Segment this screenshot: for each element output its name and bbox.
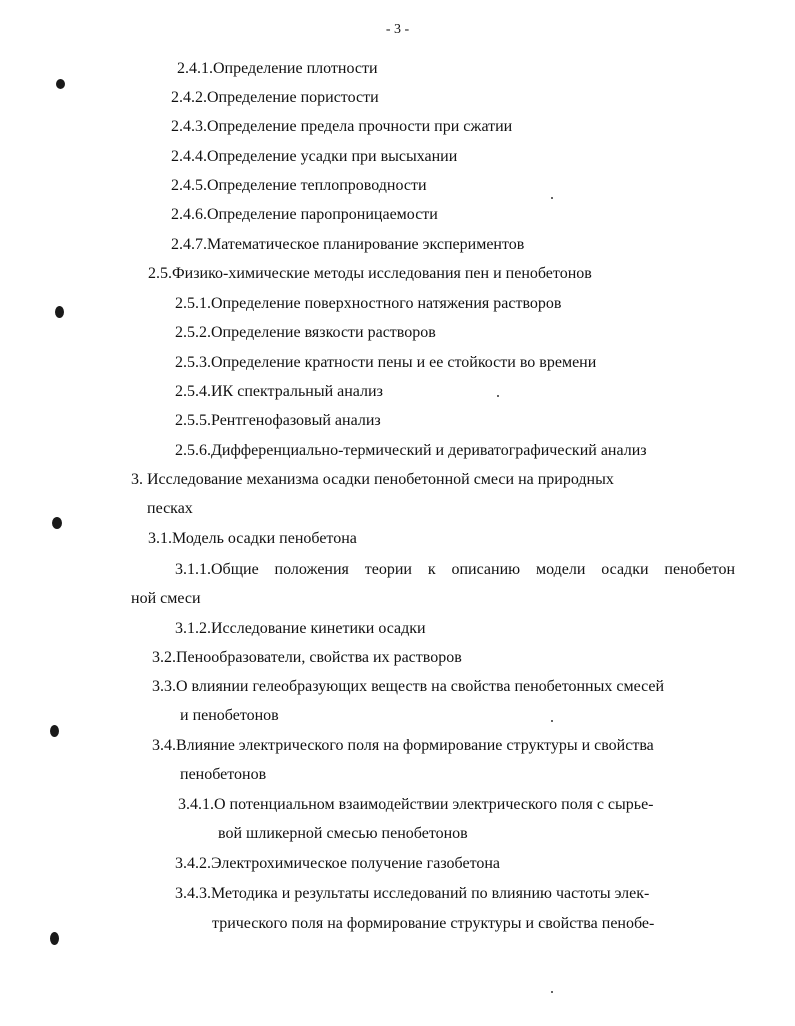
toc-entry-3-4-2: 3.4.2.Электрохимическое получение газобетона bbox=[175, 855, 501, 872]
page-number: - 3 - bbox=[385, 22, 410, 37]
toc-entry-2-5: 2.5.Физико-химические методы исследования пен и пенобетонов bbox=[148, 265, 592, 282]
toc-entry-3-1: 3.1.Модель осадки пенобетона bbox=[148, 530, 357, 547]
binder-hole-mark bbox=[56, 79, 65, 89]
toc-entry-2-4-1: 2.4.1.Определение плотности bbox=[177, 60, 378, 77]
toc-entry-2-5-2: 2.5.2.Определение вязкости растворов bbox=[175, 324, 436, 341]
binder-hole-mark bbox=[52, 517, 62, 529]
toc-entry-2-4-5: 2.4.5.Определение теплопроводности bbox=[171, 177, 427, 194]
binder-hole-mark bbox=[50, 725, 59, 737]
toc-entry-3-4-cont: пенобетонов bbox=[180, 766, 267, 783]
toc-entry-2-5-3: 2.5.3.Определение кратности пены и ее стойкости во времени bbox=[175, 354, 597, 371]
toc-entry-3-4-3: 3.4.3.Методика и результаты исследований по влиянию частоты элек- bbox=[175, 885, 650, 902]
scan-speck bbox=[497, 395, 499, 397]
binder-hole-mark bbox=[50, 932, 59, 945]
scan-speck bbox=[551, 197, 553, 199]
binder-hole-mark bbox=[55, 306, 64, 318]
toc-entry-2-4-7: 2.4.7.Математическое планирование экспериментов bbox=[171, 236, 525, 253]
toc-entry-2-5-1: 2.5.1.Определение поверхностного натяжения растворов bbox=[175, 295, 562, 312]
toc-entry-3-4: 3.4.Влияние электрического поля на формирование структуры и свойства bbox=[152, 737, 654, 754]
toc-entry-2-4-3: 2.4.3.Определение предела прочности при сжатии bbox=[171, 118, 513, 135]
scan-speck bbox=[551, 720, 553, 722]
toc-entry-3-3: 3.3.О влиянии гелеобразующих веществ на свойства пенобетонных смесей bbox=[152, 678, 665, 695]
toc-entry-3-cont: песках bbox=[147, 500, 193, 517]
toc-entry-2-4-2: 2.4.2.Определение пористости bbox=[171, 89, 379, 106]
toc-entry-3-2: 3.2.Пенообразователи, свойства их растворов bbox=[152, 649, 462, 666]
toc-entry-3-3-cont: и пенобетонов bbox=[180, 707, 279, 724]
toc-entry-3-4-1: 3.4.1.О потенциальном взаимодействии электрического поля с сырье- bbox=[178, 796, 654, 813]
toc-entry-2-4-4: 2.4.4.Определение усадки при высыхании bbox=[171, 148, 458, 165]
toc-entry-2-5-4: 2.5.4.ИК спектральный анализ bbox=[175, 383, 383, 400]
toc-entry-3-1-1: 3.1.1.Общие положения теории к описанию модели осадки пенобетон bbox=[175, 561, 735, 578]
scan-speck bbox=[551, 991, 553, 993]
toc-entry-2-5-6: 2.5.6.Дифференциально-термический и дериватографический анализ bbox=[175, 442, 647, 459]
toc-entry-3-4-1-cont: вой шликерной смесью пенобетонов bbox=[218, 825, 468, 842]
toc-entry-3-1-2: 3.1.2.Исследование кинетики осадки bbox=[175, 620, 426, 637]
toc-entry-3: 3. Исследование механизма осадки пенобетонной смеси на природных bbox=[131, 471, 614, 488]
toc-entry-2-5-5: 2.5.5.Рентгенофазовый анализ bbox=[175, 412, 381, 429]
toc-entry-3-1-1-cont: ной смеси bbox=[131, 590, 201, 607]
toc-entry-3-4-3-cont: трического поля на формирование структуры и свойства пенобе- bbox=[212, 915, 655, 932]
toc-entry-2-4-6: 2.4.6.Определение паропроницаемости bbox=[171, 206, 438, 223]
